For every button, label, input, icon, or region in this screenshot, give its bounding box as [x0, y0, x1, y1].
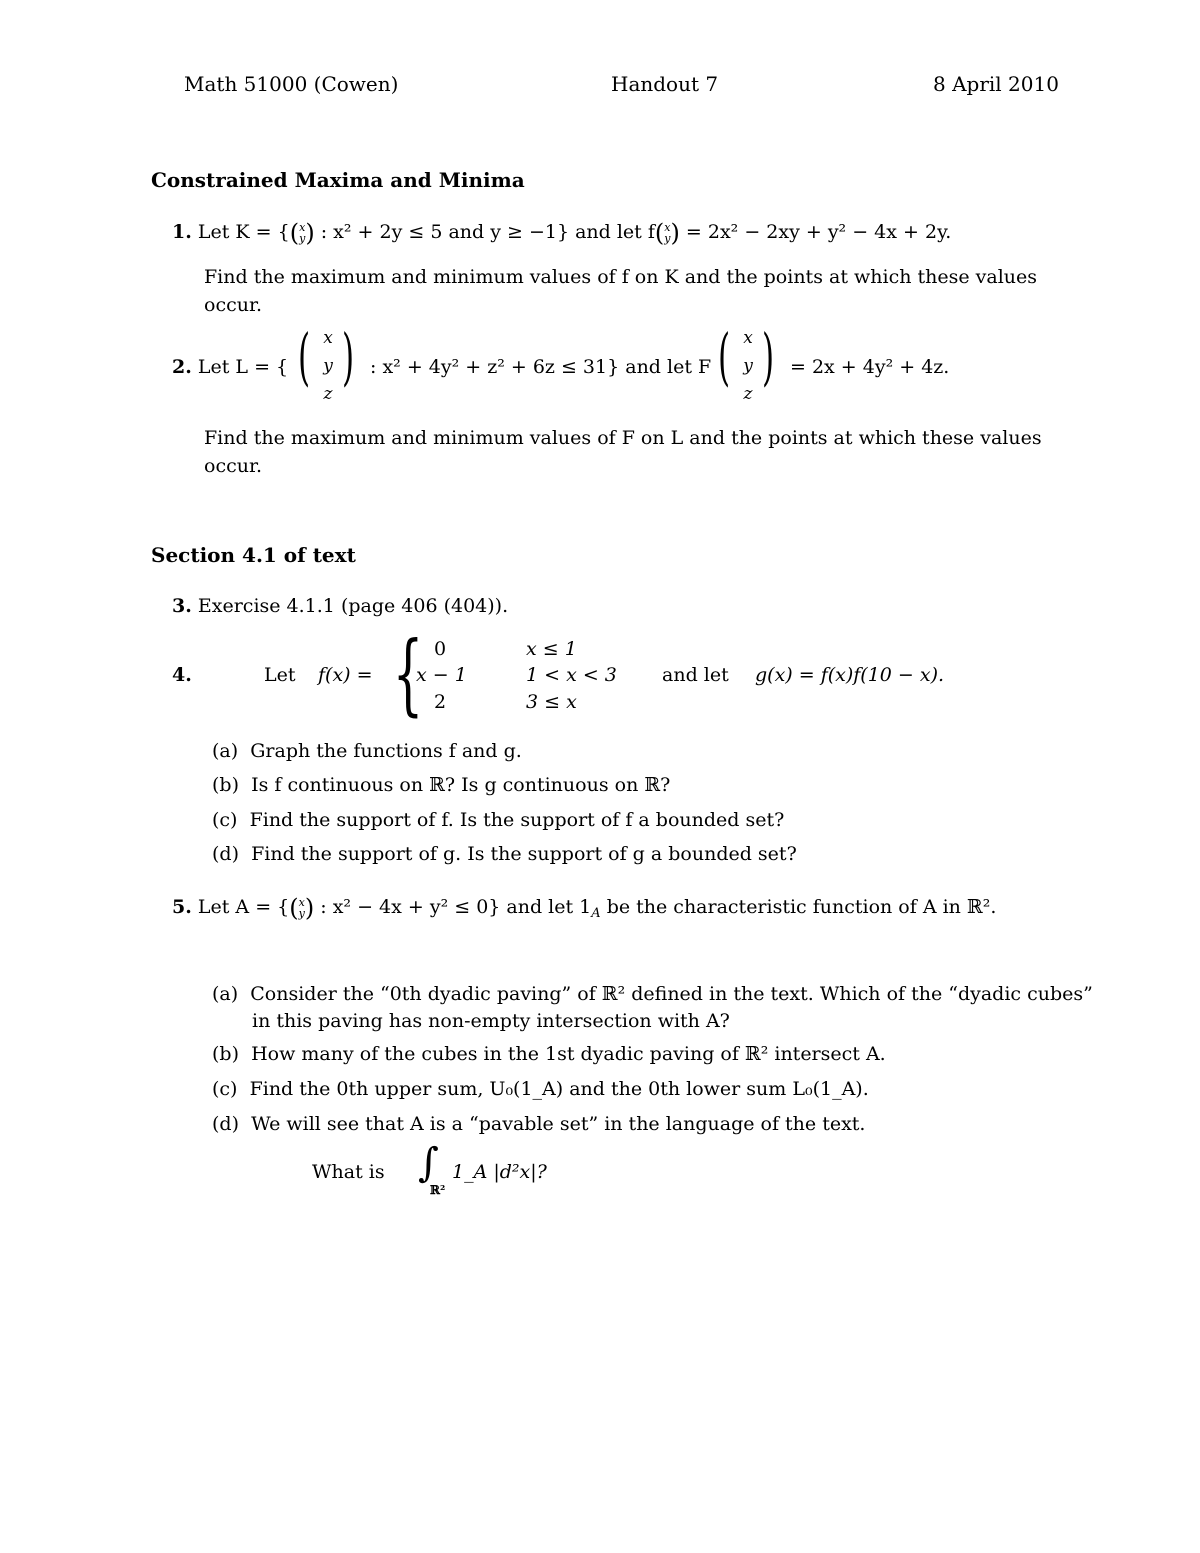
problem-3-text: Exercise 4.1.1 (page 406 (404)).	[197, 595, 509, 617]
problem-2-stmt-c: = 2x + 4y² + 4z.	[790, 356, 950, 378]
problem-4-gx: g(x) = f(x)f(10 − x).	[755, 664, 945, 686]
problem-3-number: 3.	[172, 595, 192, 617]
problem-5-part-b: (b) How many of the cubes in the 1st dyadic paving of ℝ² intersect A.	[212, 1043, 886, 1065]
header-date: 8 April 2010	[933, 72, 1059, 96]
problem-5-what-is: What is	[312, 1161, 385, 1183]
problem-2-text	[204, 424, 1068, 480]
integral-sign: ∫	[418, 1140, 439, 1186]
header-course: Math 51000 (Cowen)	[184, 72, 399, 96]
case-cond-2: 1 < x < 3	[526, 664, 617, 686]
integral-expression: 1_A |d²x|?	[452, 1161, 547, 1183]
problem-1-statement: 1. Let K = {(x y) : x² + 2y ≤ 5 and y ≥ −1} and let f(x y) = 2x² − 2xy + y² − 4x + 2y.	[172, 219, 952, 247]
case-value-1: 0	[434, 638, 447, 660]
problem-1-binom-2: x y	[664, 221, 671, 245]
problem-4-fx: f(x) =	[318, 664, 373, 686]
case-value-3: 2	[434, 691, 447, 713]
problem-1-stmt-b: : x² + 2y ≤ 5 and y ≥ −1} and let f	[320, 221, 655, 243]
problem-1-text-line1: Find the maximum and minimum values of f on K and the points at which these values	[204, 266, 1038, 288]
problem-5-part-a-line1: (a) Consider the “0th dyadic paving” of ℝ² defined in the text. Which of the “dyadic cubes”	[212, 983, 1093, 1005]
section-title-constrained: Constrained Maxima and Minima	[151, 168, 525, 192]
problem-2-stmt-a: Let L = {	[197, 356, 289, 378]
problem-5-part-c: (c) Find the 0th upper sum, U₀(1_A) and the 0th lower sum L₀(1_A).	[212, 1078, 869, 1100]
problem-2-stmt-b: : x² + 4y² + z² + 6z ≤ 31} and let F	[370, 356, 712, 378]
problem-2-vector-2: ( ) x y z	[718, 320, 775, 404]
problem-2-number: 2.	[172, 356, 192, 378]
problem-2-lead	[172, 356, 288, 378]
problem-2-text-line1: Find the maximum and minimum values of F on L and the points at which these values	[204, 427, 1042, 449]
problem-4-part-d: (d) Find the support of g. Is the support of g a bounded set?	[212, 843, 797, 865]
problem-2-text-line2: occur.	[204, 455, 262, 477]
problem-1-text	[204, 263, 1068, 319]
case-cond-3: 3 ≤ x	[526, 691, 577, 713]
problem-5-part-a-line2: in this paving has non-empty intersection with A?	[252, 1010, 730, 1032]
problem-5-number: 5.	[172, 896, 192, 918]
problem-4-part-c: (c) Find the support of f. Is the support of f a bounded set?	[212, 809, 785, 831]
problem-2-vector-1: ( ) x y z	[298, 320, 355, 404]
case-value-2: x − 1	[416, 664, 467, 686]
problem-5-statement: 5. Let A = {(x y) : x² − 4x + y² ≤ 0} and let $1_A$ be the characteristic function of A in ℝ².	[172, 894, 997, 922]
case-cond-1: x ≤ 1	[526, 638, 577, 660]
problem-4-part-b: (b) Is f continuous on ℝ? Is g continuous on ℝ?	[212, 774, 671, 796]
integral-domain: ℝ²	[430, 1183, 446, 1197]
piecewise-brace: {	[392, 622, 424, 725]
problem-1-stmt-a: Let K = {	[197, 221, 290, 243]
problem-5-binom: x y	[298, 896, 305, 920]
problem-4-number: 4.	[172, 664, 192, 686]
problem-1-binom-1: x y	[299, 221, 306, 245]
problem-4-and-let: and let	[662, 664, 729, 686]
section-title-4-1: Section 4.1 of text	[151, 543, 356, 567]
problem-5-part-d: (d) We will see that A is a “pavable set” in the language of the text.	[212, 1113, 866, 1135]
header-handout: Handout 7	[611, 72, 719, 96]
problem-4-let: Let	[264, 664, 296, 686]
problem-1-number: 1.	[172, 221, 192, 243]
problem-4-part-a: (a) Graph the functions f and g.	[212, 740, 522, 762]
problem-3	[172, 595, 508, 617]
problem-1-stmt-c: = 2x² − 2xy + y² − 4x + 2y.	[685, 221, 952, 243]
problem-1-text-line2: occur.	[204, 294, 262, 316]
